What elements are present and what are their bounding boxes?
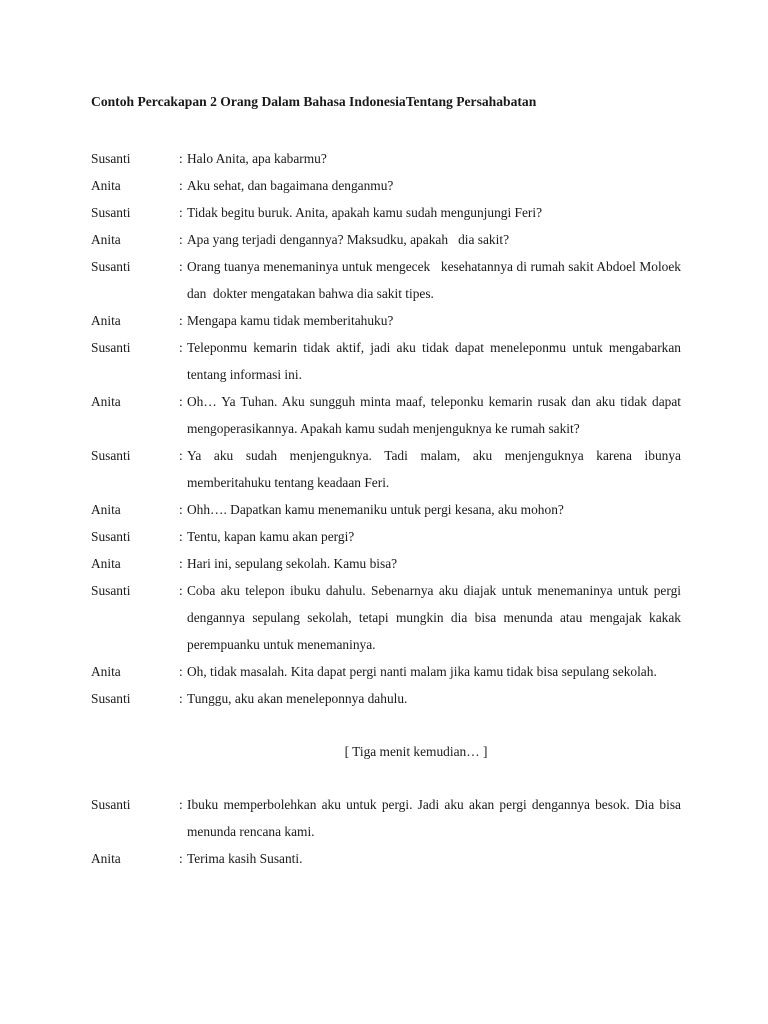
speaker-colon: :: [179, 664, 183, 679]
dialogue-line: [91, 550, 681, 577]
speaker-colon: :: [179, 205, 183, 220]
dialogue-text: Apa yang terjadi dengannya? Maksudku, apakah dia sakit?: [187, 232, 510, 247]
dialogue-text: Tentu, kapan kamu akan pergi?: [187, 529, 355, 544]
dialogue-text: Hari ini, sepulang sekolah. Kamu bisa?: [187, 556, 398, 571]
speaker-colon: :: [179, 259, 183, 274]
dialogue-text: Halo Anita, apa kabarmu?: [187, 151, 327, 166]
dialogue-text: Mengapa kamu tidak memberitahuku?: [187, 313, 394, 328]
speaker-name: Susanti: [91, 205, 131, 220]
dialogue-line: [91, 658, 681, 685]
speaker-name: Anita: [91, 556, 121, 571]
speaker-colon: :: [179, 851, 183, 866]
speaker-colon: :: [179, 394, 183, 409]
speaker-colon: :: [179, 448, 183, 463]
speaker-name: Susanti: [91, 448, 131, 463]
dialogue-line: [91, 496, 681, 523]
dialogue-line: [91, 388, 685, 442]
dialogue-line: [91, 523, 681, 550]
dialogue-part-2: [91, 791, 685, 872]
dialogue-line: [91, 685, 681, 712]
dialogue-text: Ohh…. Dapatkan kamu menemaniku untuk pergi kesana, aku mohon?: [187, 502, 564, 517]
dialogue-line: [91, 442, 685, 496]
dialogue-text: Terima kasih Susanti.: [187, 851, 303, 866]
speaker-colon: :: [179, 313, 183, 328]
dialogue: [91, 145, 685, 872]
dialogue-line: [91, 226, 681, 253]
speaker-name: Susanti: [91, 259, 131, 274]
dialogue-text: Oh… Ya Tuhan. Aku sungguh minta maaf, teleponku kemarin rusak dan aku tidak dapat mengoperasikannya. Apakah kamu sudah menjenguknya ke rumah sakit?: [187, 394, 685, 436]
dialogue-line: [91, 172, 681, 199]
speaker-name: Susanti: [91, 529, 131, 544]
dialogue-text: Orang tuanya menemaninya untuk mengecek kesehatannya di rumah sakit Abdoel Moloek dan dokter mengatakan bahwa dia sakit tipes.: [187, 259, 685, 301]
speaker-colon: :: [179, 797, 183, 812]
document-title: Contoh Percakapan 2 Orang Dalam Bahasa IndonesiaTentang Persahabatan: [91, 94, 537, 109]
dialogue-text: Teleponmu kemarin tidak aktif, jadi aku tidak dapat meneleponmu untuk mengabarkan tentang informasi ini.: [187, 340, 685, 382]
speaker-name: Anita: [91, 664, 121, 679]
speaker-colon: :: [179, 691, 183, 706]
speaker-colon: :: [179, 556, 183, 571]
speaker-colon: :: [179, 583, 183, 598]
speaker-colon: :: [179, 151, 183, 166]
speaker-name: Susanti: [91, 151, 131, 166]
speaker-name: Anita: [91, 178, 121, 193]
dialogue-line: [91, 791, 685, 845]
dialogue-text: Coba aku telepon ibuku dahulu. Sebenarnya aku diajak untuk menemaninya untuk pergi dengannya sepulang sekolah, tetapi mungkin dia bisa menunda atau mengajak kakak perempuanku untuk menemaninya.: [187, 583, 685, 652]
dialogue-line: [91, 577, 685, 658]
dialogue-part-1: [91, 145, 685, 712]
dialogue-text: Ibuku memperbolehkan aku untuk pergi. Jadi aku akan pergi dengannya besok. Dia bisa menunda rencana kami.: [187, 797, 685, 839]
dialogue-text: Aku sehat, dan bagaimana denganmu?: [187, 178, 394, 193]
dialogue-line: [91, 845, 681, 872]
speaker-name: Anita: [91, 851, 121, 866]
dialogue-text: Tunggu, aku akan meneleponnya dahulu.: [187, 691, 408, 706]
speaker-name: Anita: [91, 394, 121, 409]
speaker-name: Susanti: [91, 797, 131, 812]
speaker-name: Susanti: [91, 583, 131, 598]
speaker-name: Susanti: [91, 340, 131, 355]
speaker-name: Susanti: [91, 691, 131, 706]
dialogue-text: Ya aku sudah menjenguknya. Tadi malam, aku menjenguknya karena ibunya memberitahuku tentang keadaan Feri.: [187, 448, 685, 490]
speaker-colon: :: [179, 178, 183, 193]
speaker-name: Anita: [91, 313, 121, 328]
scene-note: [ Tiga menit kemudian… ]: [344, 744, 488, 759]
speaker-colon: :: [179, 529, 183, 544]
speaker-colon: :: [179, 502, 183, 517]
dialogue-text: Oh, tidak masalah. Kita dapat pergi nanti malam jika kamu tidak bisa sepulang sekolah.: [187, 664, 657, 679]
dialogue-line: [91, 145, 681, 172]
dialogue-line: [91, 334, 685, 388]
dialogue-text: Tidak begitu buruk. Anita, apakah kamu sudah mengunjungi Feri?: [187, 205, 543, 220]
speaker-colon: :: [179, 340, 183, 355]
speaker-colon: :: [179, 232, 183, 247]
dialogue-line: [91, 199, 681, 226]
speaker-name: Anita: [91, 232, 121, 247]
dialogue-line: [91, 253, 685, 307]
speaker-name: Anita: [91, 502, 121, 517]
dialogue-line: [91, 307, 681, 334]
